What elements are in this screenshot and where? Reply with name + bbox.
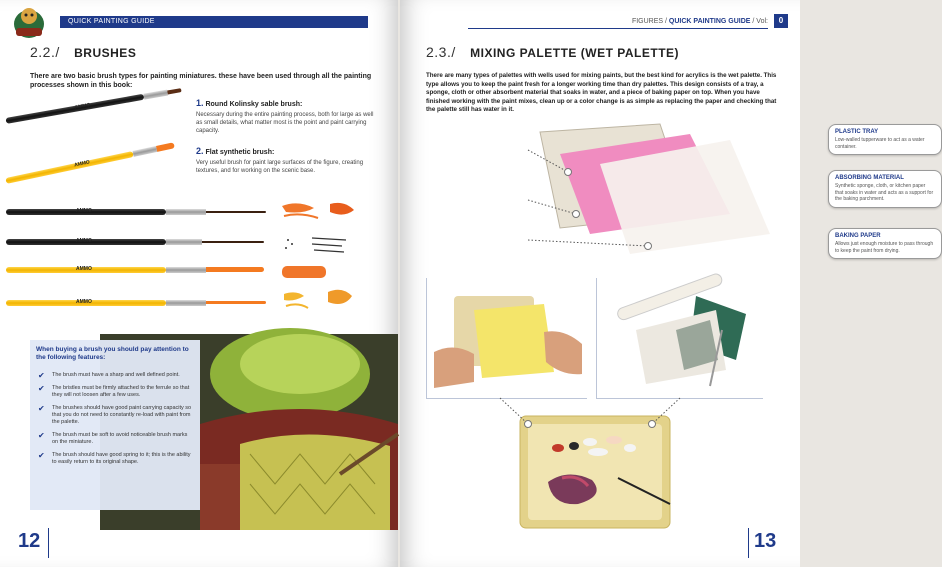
feature-text: The brush should have good spring to it; this is the ability to easily return to its original shape. bbox=[52, 452, 191, 465]
section-number: 2.2./ bbox=[30, 44, 60, 60]
brush-label: AMMO bbox=[76, 208, 92, 214]
header-figures: FIGURES / bbox=[631, 18, 667, 25]
callout-text: Synthetic sponge, cloth, or kitchen paper that soaks in water and acts as a support for the baking parchment. bbox=[835, 183, 934, 202]
feature-item bbox=[36, 385, 194, 399]
round-sable-brush-image bbox=[5, 94, 144, 124]
volume-badge: 0 bbox=[774, 14, 788, 28]
features-heading: When buying a brush you should pay attention to the following features: bbox=[36, 346, 189, 361]
palette-connectors bbox=[400, 0, 800, 567]
feature-item bbox=[36, 405, 194, 426]
brush-type-2-number: 2. bbox=[196, 146, 204, 156]
brushes-intro: There are two basic brush types for painting miniatures. these have been used through all the painting processes shown in this book: bbox=[30, 73, 372, 89]
feature-text: The brushes should have good paint carrying capacity so that you do not need to constantly re-load with paint from the palette. bbox=[52, 405, 192, 425]
brush-label: AMMO bbox=[76, 266, 92, 272]
feature-text: The brush must be soft to avoid noticeable brush marks on the miniature. bbox=[52, 432, 188, 445]
page-number-right: 13 bbox=[754, 530, 777, 552]
header-guide: QUICK PAINTING GUIDE bbox=[668, 18, 751, 25]
brush-type-2-text: Very useful brush for paint large surfaces of the figure, creating textures, and for working on the scenic base. bbox=[196, 160, 364, 174]
feature-text: The brush must have a sharp and well defined point. bbox=[52, 372, 180, 378]
feature-item bbox=[36, 432, 194, 446]
check-icon: ✔ bbox=[38, 404, 45, 413]
callout-absorbing-material bbox=[828, 170, 942, 208]
callout-text: Allows just enough moisture to pass through to keep the paint from drying. bbox=[835, 241, 934, 254]
check-icon: ✔ bbox=[38, 431, 45, 440]
brush-type-1-number: 1. bbox=[196, 98, 204, 108]
right-page bbox=[400, 0, 934, 567]
left-header: QUICK PAINTING GUIDE bbox=[60, 16, 368, 28]
brush-label: AMMO bbox=[76, 299, 92, 305]
brush-type-1-text: Necessary during the entire painting process, both for large as well as small details, what matter most is the point and paint carrying capacity. bbox=[196, 112, 374, 134]
brush-type-2 bbox=[196, 146, 376, 175]
left-page bbox=[0, 0, 398, 567]
round-brush-row-1 bbox=[6, 209, 166, 215]
paint-strokes-image bbox=[278, 196, 368, 316]
flat-brush-row-1 bbox=[6, 267, 166, 273]
callout-title: BAKING PAPER bbox=[835, 233, 881, 239]
callout-text: Low-walled tupperware to act as a water container. bbox=[835, 137, 925, 150]
round-brush-row-2 bbox=[6, 239, 166, 245]
check-icon: ✔ bbox=[38, 371, 45, 380]
section-number: 2.3./ bbox=[426, 44, 456, 60]
brush-type-2-label: Flat synthetic brush: bbox=[205, 149, 275, 156]
brush-label: AMMO bbox=[76, 238, 92, 244]
callout-baking-paper bbox=[828, 228, 942, 259]
flat-synthetic-brush-image bbox=[5, 151, 133, 184]
brush-type-2-title bbox=[196, 146, 376, 156]
brush-type-1-title bbox=[196, 98, 376, 108]
palette-intro: There are many types of palettes with wells used for mixing paints, but the best kind for acrylics is the wet palette. This type allows you to keep the paint fresh for a longer working time than dry palettes. This design consists of a tray, a sponge, cloth or other absorbent material that soaks in water, and a piece of baking paper on top. When you have finished working with the paint mixes, clean up or a color change is as simple as replacing the paper and checking that the palette still has water in it. bbox=[426, 72, 777, 113]
brush-label: AMMO bbox=[73, 159, 91, 169]
header-vol: / Vol: bbox=[752, 18, 768, 25]
brush-type-1 bbox=[196, 98, 376, 135]
brush-features-box bbox=[30, 340, 200, 510]
flat-brush-row-2 bbox=[6, 300, 166, 306]
feature-item bbox=[36, 372, 194, 379]
page-number-left: 12 bbox=[18, 530, 41, 552]
brushes-section-title bbox=[30, 44, 136, 60]
section-title: MIXING PALETTE (WET PALETTE) bbox=[470, 46, 680, 60]
section-title: BRUSHES bbox=[74, 46, 137, 60]
brush-type-1-label: Round Kolinsky sable brush: bbox=[205, 101, 303, 108]
feature-text: The bristles must be firmly attached to the ferrule so that they will not loosen after a few uses. bbox=[52, 385, 190, 398]
logo-icon bbox=[6, 2, 52, 40]
check-icon: ✔ bbox=[38, 384, 45, 393]
feature-item bbox=[36, 452, 194, 466]
callout-title: ABSORBING MATERIAL bbox=[835, 175, 904, 181]
check-icon: ✔ bbox=[38, 451, 45, 460]
callout-plastic-tray bbox=[828, 124, 942, 155]
callout-title: PLASTIC TRAY bbox=[835, 129, 879, 135]
brush-label: AMMO bbox=[74, 102, 91, 111]
